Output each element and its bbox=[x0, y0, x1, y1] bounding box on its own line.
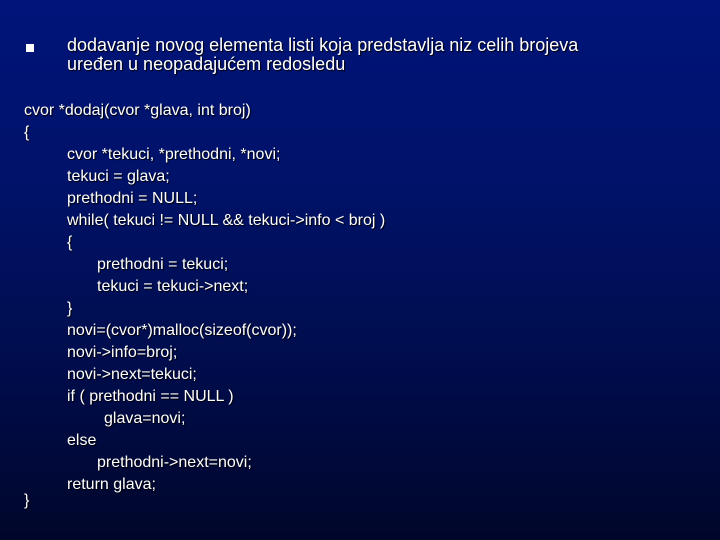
code-line: prethodni->next=novi; bbox=[97, 454, 252, 471]
code-line: } bbox=[67, 300, 73, 317]
bullet-text-line: uređen u neopadajućem redosledu bbox=[67, 54, 346, 74]
code-line: prethodni = tekuci; bbox=[97, 256, 229, 273]
code-line: else bbox=[67, 432, 97, 449]
code-line: { bbox=[24, 124, 30, 141]
code-line: cvor *tekuci, *prethodni, *novi; bbox=[67, 146, 281, 163]
code-line: return glava; bbox=[67, 476, 156, 493]
code-line: cvor *dodaj(cvor *glava, int broj) bbox=[24, 102, 251, 119]
code-line: novi->info=broj; bbox=[67, 344, 178, 361]
code-line: tekuci = glava; bbox=[67, 168, 170, 185]
closing-brace: } bbox=[24, 492, 30, 509]
code-line: novi=(cvor*)malloc(sizeof(cvor)); bbox=[67, 322, 297, 339]
code-line: novi->next=tekuci; bbox=[67, 366, 197, 383]
code-line: if ( prethodni == NULL ) bbox=[67, 388, 234, 405]
code-line: glava=novi; bbox=[104, 410, 186, 427]
code-line: while( tekuci != NULL && tekuci->info < broj ) bbox=[67, 212, 386, 229]
square-bullet-icon bbox=[26, 44, 34, 52]
bullet-item bbox=[24, 36, 704, 80]
code-line: { bbox=[67, 234, 73, 251]
code-line: prethodni = NULL; bbox=[67, 190, 198, 207]
bullet-text bbox=[67, 36, 697, 74]
code-block bbox=[24, 100, 704, 496]
bullet-text-line: dodavanje novog elementa listi koja predstavlja niz celih brojeva bbox=[67, 35, 579, 55]
code-line: tekuci = tekuci->next; bbox=[97, 278, 249, 295]
